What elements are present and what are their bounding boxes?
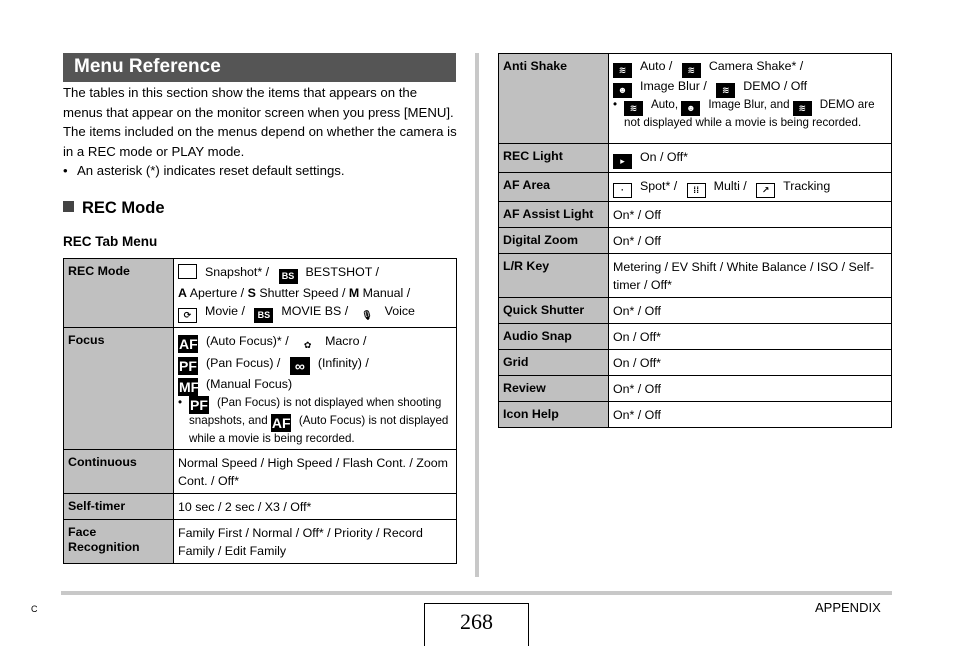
- table-row: [499, 402, 892, 428]
- multi-icon: ⁞⁞: [687, 183, 706, 198]
- footer-section-label: APPENDIX: [815, 600, 881, 615]
- image-blur-icon: ☻: [613, 83, 632, 98]
- table-row: [499, 202, 892, 228]
- row-value: On* / Off: [609, 228, 892, 254]
- value-text: (Auto Focus)* /: [206, 334, 289, 348]
- footer-rule: [61, 591, 892, 595]
- auto-focus-icon: AF: [179, 336, 198, 352]
- value-text: Aperture /: [189, 286, 245, 300]
- row-value: On* / Off: [609, 298, 892, 324]
- sub-heading: REC Tab Menu: [63, 234, 158, 249]
- row-value: On* / Off: [609, 202, 892, 228]
- row-key: Quick Shutter: [499, 298, 609, 324]
- table-row: [64, 494, 457, 520]
- row-key: Focus: [64, 328, 174, 450]
- table-row: [499, 376, 892, 402]
- table-row: [64, 259, 457, 328]
- shutter-letter: S: [247, 286, 256, 300]
- row-key: L/R Key: [499, 254, 609, 298]
- row-key: AF Assist Light: [499, 202, 609, 228]
- row-key: Anti Shake: [499, 54, 609, 144]
- demo-icon: ≋: [716, 83, 735, 98]
- manual-focus-icon: MF: [179, 379, 200, 395]
- note-text: Auto,: [651, 98, 679, 111]
- row-key: Review: [499, 376, 609, 402]
- section-heading-text: REC Mode: [82, 199, 165, 217]
- value-text: On / Off*: [640, 150, 688, 164]
- table-row: [499, 144, 892, 173]
- row-value: On / Off*: [609, 350, 892, 376]
- value-text: (Pan Focus) /: [206, 356, 281, 370]
- table-row: [64, 328, 457, 450]
- rec-tab-menu-table-continued: [498, 53, 892, 428]
- value-text: Snapshot* /: [205, 265, 270, 279]
- movie-bs-icon: BS: [254, 308, 273, 323]
- row-key: Face Recognition: [64, 520, 174, 564]
- footer-code: C: [31, 604, 38, 614]
- value-text: BESTSHOT /: [305, 265, 379, 279]
- note-text: Image Blur, and: [708, 98, 790, 111]
- camera-shake-icon: ≋: [682, 63, 701, 78]
- row-key: REC Mode: [64, 259, 174, 328]
- note-text: (Pan Focus) is not displayed when shooting snapshots, and: [189, 396, 442, 427]
- infinity-icon: ∞: [290, 357, 310, 375]
- row-value: 10 sec / 2 sec / X3 / Off*: [174, 494, 457, 520]
- aperture-letter: A: [178, 286, 187, 300]
- page-title: Menu Reference: [63, 53, 456, 82]
- manual-letter: M: [348, 286, 360, 300]
- macro-flower-icon: ✿: [303, 340, 312, 350]
- value-text: Movie /: [205, 304, 245, 318]
- table-row: [499, 298, 892, 324]
- row-key: Digital Zoom: [499, 228, 609, 254]
- value-text: Macro /: [325, 334, 367, 348]
- table-row: [64, 520, 457, 564]
- spot-icon: ·: [613, 183, 632, 198]
- note-text: (Auto Focus) is not displayed while a movie is being recorded.: [189, 414, 449, 445]
- value-text: Tracking: [783, 179, 831, 193]
- column-divider: [475, 53, 479, 577]
- value-text: Voice: [384, 304, 415, 318]
- anti-shake-auto-icon: ≋: [624, 101, 643, 116]
- row-key: Audio Snap: [499, 324, 609, 350]
- row-value: On / Off*: [609, 324, 892, 350]
- table-row: [499, 54, 892, 144]
- value-text: Manual /: [362, 286, 411, 300]
- value-text: Camera Shake* /: [708, 59, 804, 73]
- bestshot-icon: BS: [279, 269, 298, 284]
- row-value: [174, 328, 457, 450]
- rec-tab-menu-table: [63, 258, 457, 564]
- rec-light-icon: ▸: [613, 154, 632, 169]
- table-row: [499, 324, 892, 350]
- row-value: Metering / EV Shift / White Balance / ISO / Self-timer / Off*: [609, 254, 892, 298]
- note-text: DEMO: [819, 98, 855, 111]
- auto-focus-icon: AF: [271, 415, 291, 431]
- demo-icon: ≋: [793, 101, 812, 116]
- row-key: Grid: [499, 350, 609, 376]
- pan-focus-icon: PF: [179, 358, 197, 374]
- row-value: [609, 144, 892, 173]
- square-bullet-icon: [63, 201, 74, 212]
- table-row: [499, 173, 892, 202]
- microphone-icon: 🎙: [361, 310, 373, 320]
- value-text: (Manual Focus): [206, 377, 293, 391]
- note-text: are not displayed while a movie is being recorded.: [624, 98, 875, 129]
- focus-note: • PF (Pan Focus) is not displayed when shooting snapshots, and AF (Auto Focus) is not displayed while a movie is being recorded.: [178, 396, 449, 445]
- section-heading: [63, 199, 165, 218]
- table-row: [499, 228, 892, 254]
- table-row: [499, 350, 892, 376]
- value-text: Image Blur /: [640, 79, 707, 93]
- value-text: Multi /: [713, 179, 747, 193]
- row-value: Normal Speed / High Speed / Flash Cont. / Zoom Cont. / Off*: [174, 450, 457, 494]
- value-text: MOVIE BS /: [281, 304, 349, 318]
- intro-bullet-text: An asterisk (*) indicates reset default settings.: [77, 163, 345, 178]
- pan-focus-icon: PF: [190, 397, 208, 413]
- row-value: Family First / Normal / Off* / Priority / Record Family / Edit Family: [174, 520, 457, 564]
- value-text: Spot* /: [640, 179, 678, 193]
- snapshot-icon: [178, 264, 197, 279]
- intro-bullet: • An asterisk (*) indicates reset default settings.: [63, 163, 345, 178]
- anti-shake-note: • ≋ Auto, ☻ Image Blur, and ≋ DEMO are not displayed while a movie is being recorded.: [613, 98, 875, 129]
- row-value: [174, 259, 457, 328]
- row-key: REC Light: [499, 144, 609, 173]
- table-row: [64, 450, 457, 494]
- value-text: (Infinity) /: [317, 356, 369, 370]
- movie-icon: ⟳: [178, 308, 197, 323]
- value-text: Shutter Speed /: [259, 286, 346, 300]
- anti-shake-auto-icon: ≋: [613, 63, 632, 78]
- table-row: [499, 254, 892, 298]
- row-key: AF Area: [499, 173, 609, 202]
- value-text: DEMO / Off: [743, 79, 808, 93]
- row-value: On* / Off: [609, 402, 892, 428]
- row-key: Icon Help: [499, 402, 609, 428]
- image-blur-icon: ☻: [681, 101, 700, 116]
- page-number: 268: [424, 603, 529, 646]
- value-text: Auto /: [640, 59, 673, 73]
- row-value: [609, 54, 892, 144]
- row-value: On* / Off: [609, 376, 892, 402]
- tracking-icon: ↗: [756, 183, 775, 198]
- intro-paragraph: The tables in this section show the items that appears on the menus that appear on the monitor screen when you press [MENU]. The items included on the menus depend on whether the camera is in a REC mode or PLAY mode.: [63, 85, 457, 159]
- row-key: Self-timer: [64, 494, 174, 520]
- row-key: Continuous: [64, 450, 174, 494]
- row-value: [609, 173, 892, 202]
